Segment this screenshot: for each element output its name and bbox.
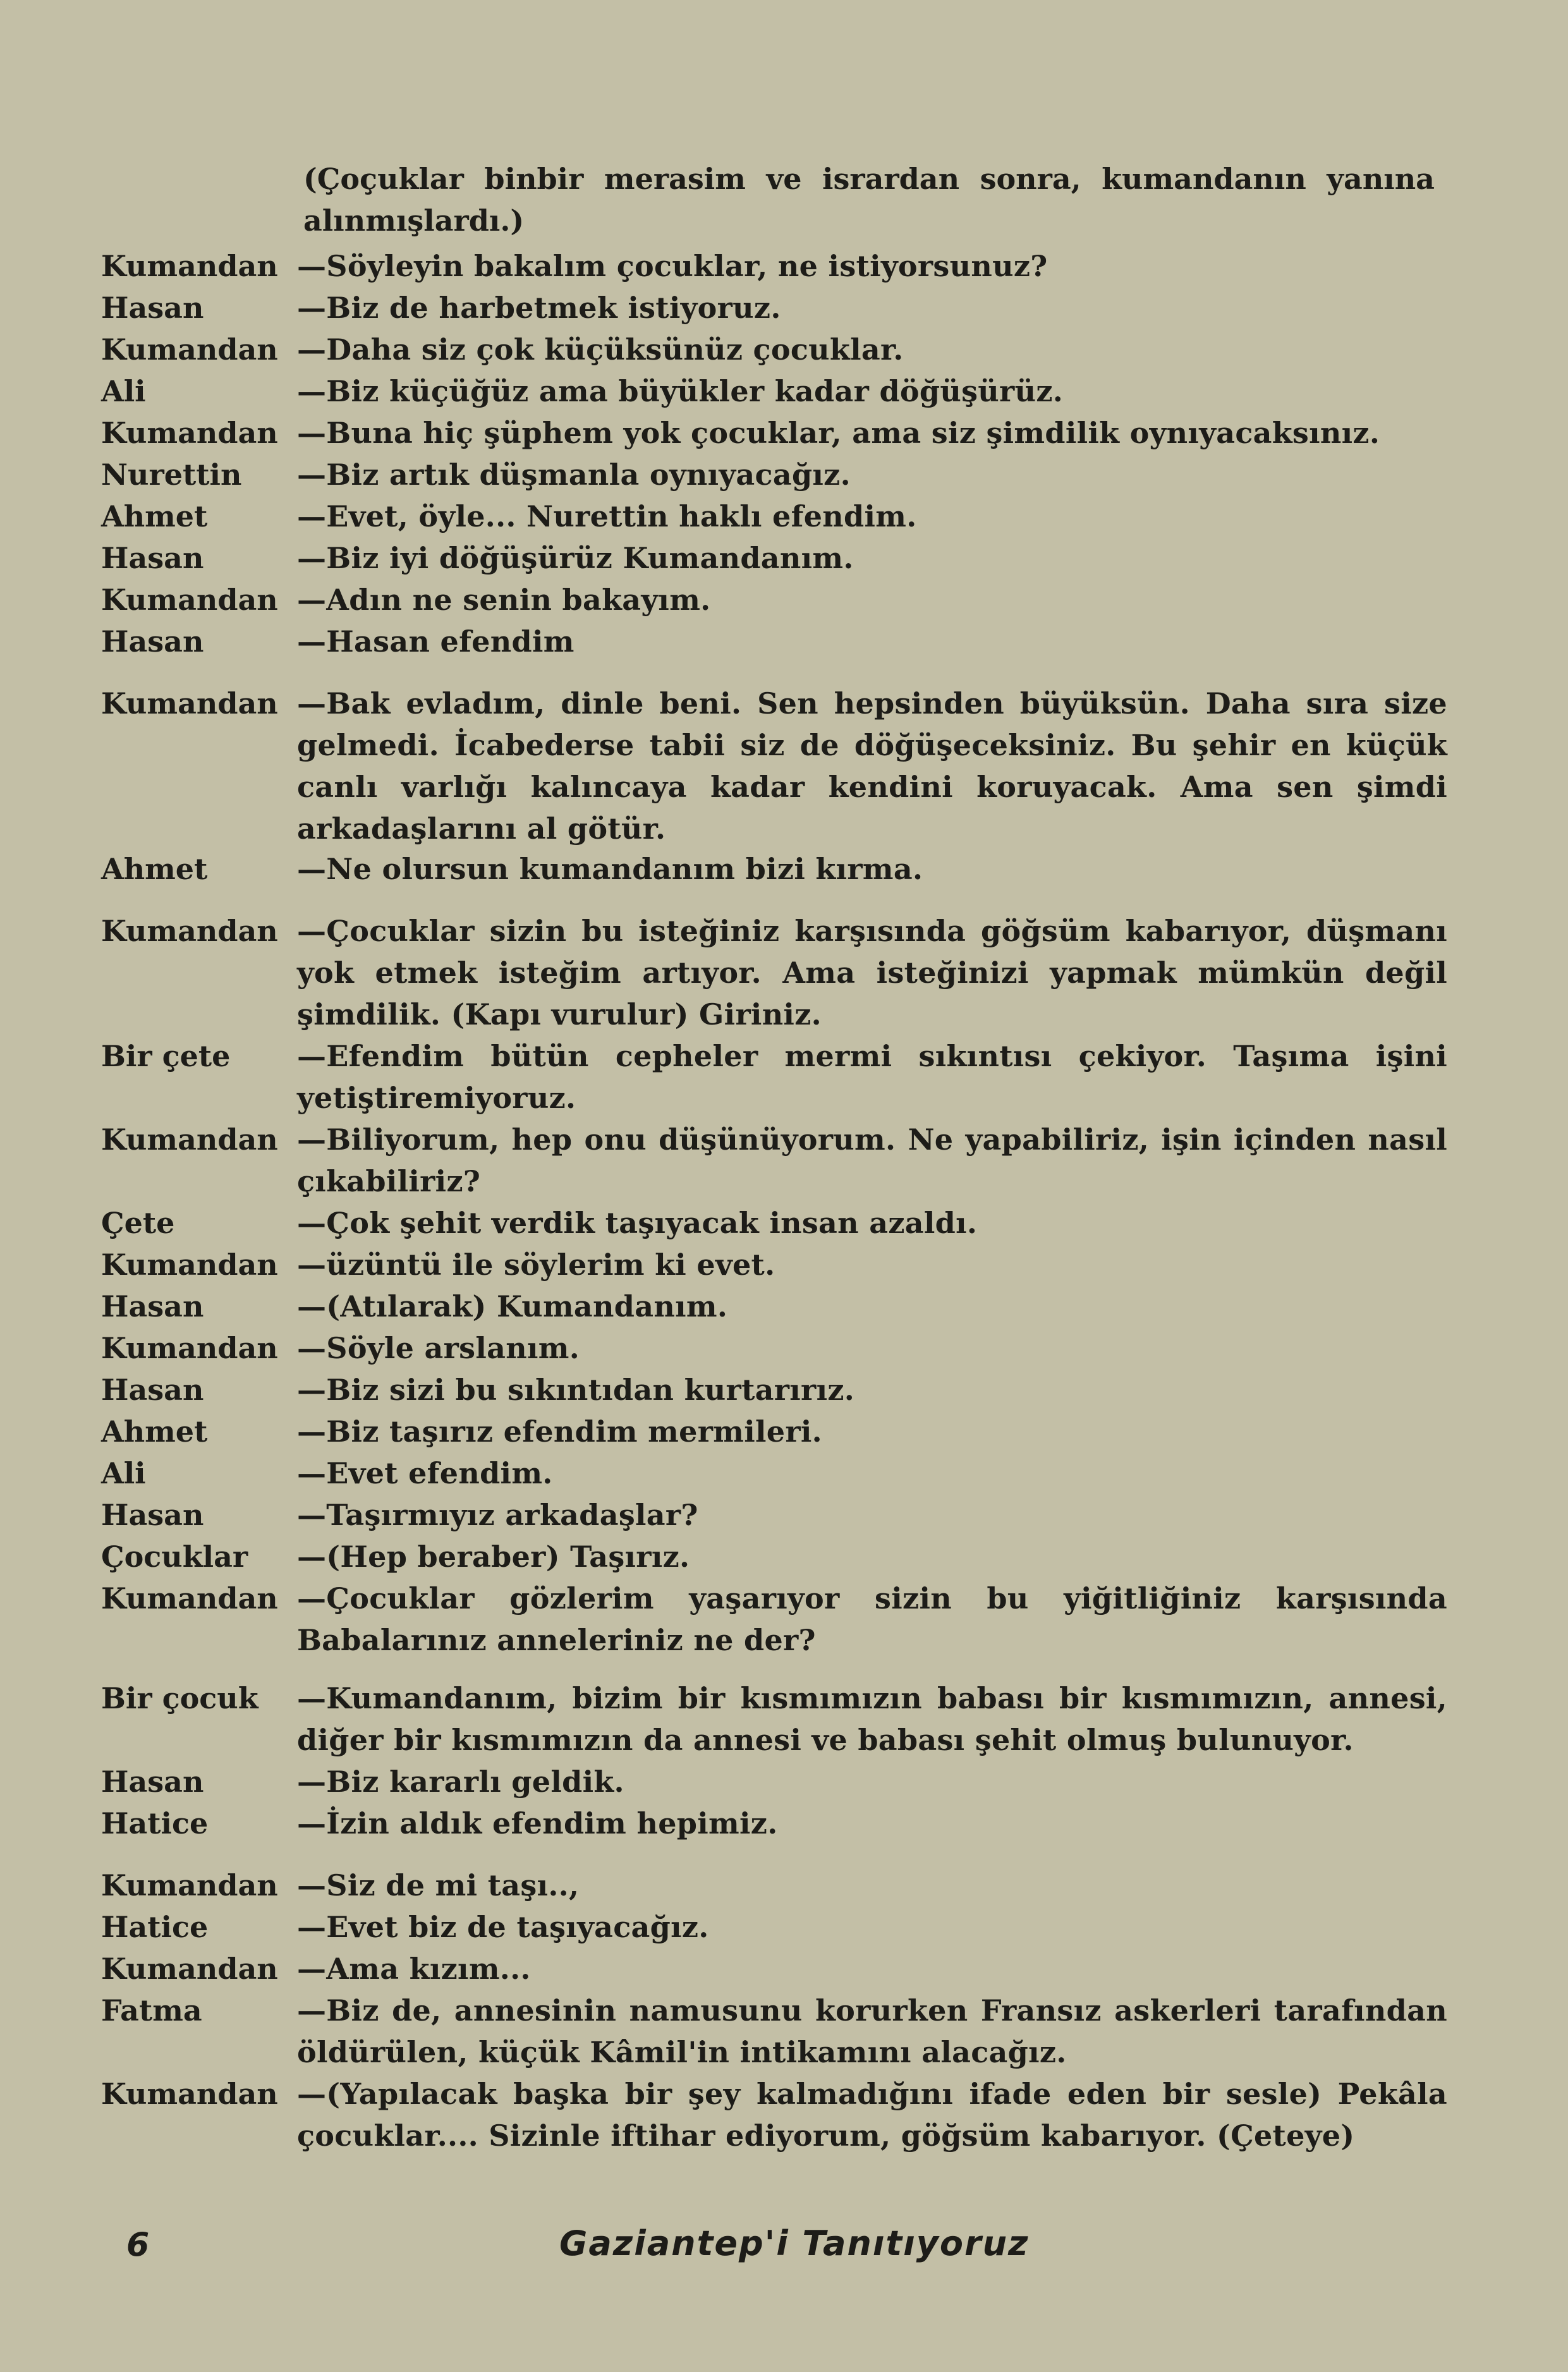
dialogue-text: —Kumandanım, bizim bir kısmımızın babası bir kısmımızın, annesi, diğer bir kısmımızın da annesi ve babası şehit olmuş bulunuyor. [297,1681,1447,1757]
speaker-name: Kumandan [101,1952,278,1986]
dialogue-line [101,1369,1447,1411]
dialogue-text: —Daha siz çok küçüksünüz çocuklar. [297,332,904,367]
dialogue-line [101,683,1447,849]
speaker-name: Fatma [101,1993,202,2028]
speaker-name: Kumandan [101,1868,278,1902]
dialogue-text: —Biz artık düşmanla oynıyacağız. [297,458,851,492]
dialogue-text: —Taşırmıyız arkadaşlar? [297,1498,698,1532]
dialogue-text: —Evet, öyle... Nurettin haklı efendim. [297,499,917,533]
dialogue-text: —(Atılarak) Kumandanım. [297,1289,728,1323]
dialogue-text: —(Yapılacak başka bir şey kalmadığını ifade eden bir sesle) Pekâla çocuklar.... Sizinle iftihar ediyorum, göğsüm kabarıyor. (Çeteye) [297,2077,1447,2153]
speaker-name: Kumandan [101,583,278,617]
speaker-name: Kumandan [101,1331,278,1365]
speaker-name: Kumandan [101,1122,278,1157]
dialogue-line [101,245,1447,287]
speaker-name: Kumandan [101,332,278,367]
speaker-name: Hasan [101,291,204,325]
dialogue-line [101,1411,1447,1452]
stage-direction: (Çoçuklar binbir merasim ve isrardan sonra, kumandanın yanına alınmışlardı.) [303,162,1435,238]
dialogue-line [101,1677,1447,1761]
speaker-name: Bir çocuk [101,1681,258,1715]
dialogue-line [101,1327,1447,1369]
speaker-name: Kumandan [101,1581,278,1615]
dialogue-text: —üzüntü ile söylerim ki evet. [297,1248,775,1282]
speaker-name: Bir çete [101,1039,231,1073]
speaker-name: Kumandan [101,2077,278,2111]
speaker-name: Kumandan [101,416,278,450]
dialogue-line [101,1761,1447,1803]
speaker-name: Hasan [101,1498,204,1532]
dialogue-line [101,1035,1447,1119]
dialogue-line [101,1244,1447,1286]
dialogue-line [101,1906,1447,1948]
speaker-name: Ali [101,374,146,408]
dialogue-text: —Biz kararlı geldik. [297,1765,624,1799]
speaker-name: Hasan [101,541,204,575]
dialogue-line [101,287,1447,329]
dialogue-text: —Söyleyin bakalım çocuklar, ne istiyorsunuz? [297,249,1048,283]
dialogue-text: —Biliyorum, hep onu düşünüyorum. Ne yapabiliriz, işin içinden nasıl çıkabiliriz? [297,1122,1447,1198]
dialogue-line [101,537,1447,579]
dialogue-text: —Buna hiç şüphem yok çocuklar, ama siz şimdilik oynıyacaksınız. [297,416,1380,450]
dialogue-text: —Ne olursun kumandanım bizi kırma. [297,852,923,886]
dialogue-text: —Bak evladım, dinle beni. Sen hepsinden büyüksün. Daha sıra size gelmedi. İcabederse tabii siz de döğüşeceksiniz. Bu şehir en küçük canlı varlığı kalıncaya kadar kendini koruyacak. Ama sen şimdi arkadaşlarını al götür. [297,686,1447,846]
running-footer-title: Gaziantep'i Tanıtıyoruz [559,2223,1030,2263]
dialogue-text: —Evet efendim. [297,1456,553,1490]
speaker-name: Ahmet [101,499,208,533]
dialogue-text: —İzin aldık efendim hepimiz. [297,1806,778,1840]
dialogue-line [101,412,1447,454]
dialogue-line [101,1803,1447,1844]
speaker-name: Kumandan [101,249,278,283]
dialogue-line [101,1202,1447,1244]
dialogue-line [101,1286,1447,1327]
dialogue-line [101,2073,1447,2156]
speaker-name: Hatice [101,1806,209,1840]
dialogue-line [101,1578,1447,1661]
dialogue-line [101,579,1447,621]
dialogue-text: —Biz taşırız efendim mermileri. [297,1414,822,1449]
speaker-name: Çete [101,1206,175,1240]
speaker-name: Kumandan [101,1248,278,1282]
speaker-name: Hatice [101,1910,209,1944]
dialogue-text: —Çok şehit verdik taşıyacak insan azaldı. [297,1206,978,1240]
speaker-name: Ahmet [101,852,208,886]
speaker-name: Ali [101,1456,146,1490]
dialogue-line [101,910,1447,1035]
dialogue-line [101,1990,1447,2073]
speaker-name: Nurettin [101,458,242,492]
dialogue-text: —Söyle arslanım. [297,1331,580,1365]
speaker-name: Ahmet [101,1414,208,1449]
dialogue-line [101,1494,1447,1536]
dialogue-text: —Biz küçüğüz ama büyükler kadar döğüşürüz. [297,374,1064,408]
dialogue-text: —Hasan efendim [297,624,574,659]
page-number: 6 [126,2226,150,2264]
dialogue-text: —Ama kızım... [297,1952,531,1986]
dialogue-text: —Adın ne senin bakayım. [297,583,711,617]
dialogue-text: —Çocuklar gözlerim yaşarıyor sizin bu yiğitliğiniz karşısında Babalarınız anneleriniz ne der? [297,1581,1447,1657]
dialogue-text: —Biz iyi döğüşürüz Kumandanım. [297,541,854,575]
dialogue-line [101,621,1447,662]
dialogue-line [101,1452,1447,1494]
dialogue-text: —Biz sizi bu sıkıntıdan kurtarırız. [297,1373,855,1407]
speaker-name: Hasan [101,1765,204,1799]
dialogue-text: —Çocuklar sizin bu isteğiniz karşısında göğsüm kabarıyor, düşmanı yok etmek isteğim artıyor. Ama isteğinizi yapmak mümkün değil şimdilik. (Kapı vurulur) Giriniz. [297,914,1447,1031]
speaker-name: Hasan [101,1289,204,1323]
dialogue-line [101,329,1447,370]
dialogue-line [101,1119,1447,1202]
dialogue-text: —Siz de mi taşı.., [297,1868,580,1902]
dialogue-line [101,1536,1447,1578]
dialogue-text: —(Hep beraber) Taşırız. [297,1540,690,1574]
dialogue-text: —Biz de harbetmek istiyoruz. [297,291,781,325]
speaker-name: Hasan [101,624,204,659]
speaker-name: Kumandan [101,686,278,721]
dialogue-line [101,454,1447,496]
dialogue-line [101,1864,1447,1906]
speaker-name: Kumandan [101,914,278,948]
speaker-name: Hasan [101,1373,204,1407]
dialogue-line [101,370,1447,412]
dialogue-line [101,496,1447,537]
dialogue-line [101,1948,1447,1990]
dialogue-line [101,848,1447,890]
dialogue-text: —Efendim bütün cepheler mermi sıkıntısı çekiyor. Taşıma işini yetiştiremiyoruz. [297,1039,1447,1115]
dialogue-text: —Evet biz de taşıyacağız. [297,1910,709,1944]
speaker-name: Çocuklar [101,1540,248,1574]
dialogue-text: —Biz de, annesinin namusunu korurken Fransız askerleri tarafından öldürülen, küçük Kâmil'in intikamını alacağız. [297,1993,1447,2069]
